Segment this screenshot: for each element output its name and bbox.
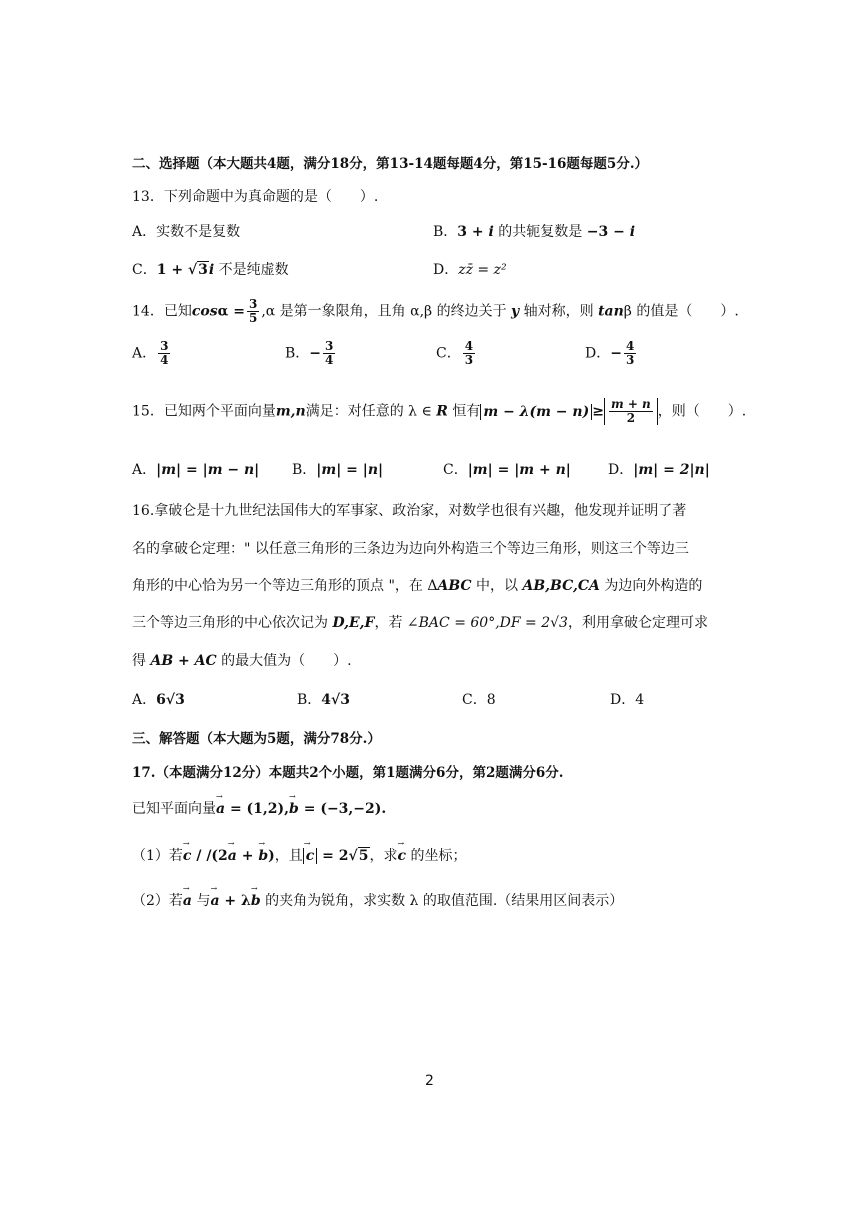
math: −3 − <box>586 224 630 240</box>
question-14-stem <box>132 298 739 325</box>
question-16-line-5: 得 AB + AC 的最大值为（ ）. <box>132 653 352 669</box>
stem-text: 15．已知两个平面向量 <box>132 403 276 420</box>
stem-text: β 的值是（ ）. <box>623 303 739 320</box>
q13-option-c <box>132 259 289 279</box>
q16-option-c <box>462 689 496 709</box>
abs-fraction <box>604 398 658 425</box>
q14-option-d <box>585 340 638 367</box>
option-label: C． <box>462 692 487 708</box>
option-label: A． <box>132 462 157 478</box>
section-heading: 三、解答题（本大题为5题，满分78分.） <box>132 731 381 747</box>
stem-text: 恒有 <box>447 403 481 420</box>
option-label: D． <box>585 345 611 362</box>
math: i <box>629 224 636 240</box>
section-heading: 二、选择题（本大题共4题，满分18分，第13-14题每题4分，第15-16题每题5分.） <box>132 156 649 172</box>
math: |m| = |m + n| <box>467 462 571 478</box>
question-17-heading: 17.（本题满分12分）本题共2个小题，第1题满分6分，第2题满分6分. <box>132 765 564 781</box>
option-label: D． <box>610 692 636 708</box>
option-text: 的共轭复数是 <box>493 224 587 240</box>
math: y <box>511 303 520 320</box>
stem-text: ，则（ ）. <box>657 403 747 420</box>
math: 6√3 <box>156 692 185 708</box>
q14-option-b <box>285 340 337 367</box>
stem-text: 轴对称，则 <box>519 303 599 320</box>
question-16-line-4: 三个等边三角形的中心依次记为 D,E,F，若 ∠BAC = 60°,DF = 2√3，利用拿破仑定理可求 <box>132 615 708 631</box>
math: R <box>436 403 448 420</box>
fraction: $\frac{3}{4}$ <box>325 339 334 368</box>
fraction: $\frac{3}{5}$ <box>248 297 258 326</box>
q13-option-b <box>433 221 635 241</box>
option-label: C． <box>443 462 468 478</box>
page-number: 2 <box>425 1073 434 1089</box>
fraction: $\frac{4}{3}$ <box>625 339 635 368</box>
math: zz̄ = z² <box>458 262 507 278</box>
option-label: B． <box>433 224 458 240</box>
question-17-given: 已知平面向量→ a = (1,2),→ b = (−3,−2). <box>132 798 386 818</box>
q13-option-a <box>132 221 240 241</box>
option-value: 4 <box>635 692 645 708</box>
stem-text: ,α 是第一象限角，且角 α,β 的终边关于 <box>261 303 512 320</box>
option-label: D． <box>433 262 459 278</box>
question-17-part-1: （1）若→ c / /(2→ a + → b)，且→ c = 2√5，求→ c 的坐标； <box>132 845 466 865</box>
q15-option-a <box>132 459 259 479</box>
math: tan <box>598 303 624 320</box>
question-13-stem: 13．下列命题中为真命题的是（ ）. <box>132 189 379 205</box>
math: |m| = 2|n| <box>633 462 710 478</box>
option-label: A． <box>132 692 157 708</box>
q15-option-d <box>608 459 710 479</box>
fraction: $\frac{3}{4}$ <box>160 339 169 368</box>
math: 1 + <box>156 262 188 278</box>
option-label: B． <box>292 462 317 478</box>
q16-option-b <box>297 689 350 709</box>
option-label: A． <box>132 345 157 362</box>
math: 3 + <box>457 224 489 240</box>
math: i <box>208 262 215 278</box>
math: − <box>309 345 322 362</box>
question-16-line-3: 角形的中心恰为另一个等边三角形的顶点 "，在 ΔABC 中，以 AB,BC,CA 为边向外构造的 <box>132 578 703 594</box>
q14-option-c <box>436 340 477 367</box>
option-label: B． <box>297 692 322 708</box>
math: 3 <box>198 262 208 278</box>
option-text: 不是纯虚数 <box>214 262 289 278</box>
q15-option-b <box>292 459 383 479</box>
math: cos <box>191 303 218 320</box>
option-label: C． <box>132 262 157 278</box>
option-label: C． <box>436 345 461 362</box>
question-16-line-2: 名的拿破仑定理：" 以任意三角形的三条边为边向外构造三个等边三角形，则这三个等边三 <box>132 541 689 557</box>
stem-text: 14．已知 <box>132 303 192 320</box>
math: α = <box>217 303 245 320</box>
math: ≥ <box>592 403 604 420</box>
math: i <box>488 224 494 240</box>
question-17-part-2: （2）若→ a 与→ a + λ→ b 的夹角为锐角，求实数 λ 的取值范围.（结果用区间表示） <box>132 890 623 910</box>
fraction: $\frac{m + n}{2}$ <box>610 397 651 426</box>
option-label: D． <box>608 462 634 478</box>
option-label: B． <box>285 345 310 362</box>
question-15-stem <box>132 398 746 425</box>
sqrt-sign: √ <box>187 262 198 278</box>
question-16-line-1: 16.拿破仑是十九世纪法国伟大的军事家、政治家，对数学也很有兴趣，他发现并证明了著 <box>132 503 687 519</box>
q16-option-d <box>610 689 644 709</box>
option-value: 8 <box>486 692 496 708</box>
q14-option-a <box>132 340 172 367</box>
q15-option-c <box>443 459 571 479</box>
option-text: 实数不是复数 <box>156 224 241 240</box>
q13-option-d <box>433 259 507 279</box>
option-label: A． <box>132 224 157 240</box>
math: m − λ(m − n) <box>480 404 592 420</box>
math: m,n <box>275 403 306 420</box>
math: − <box>610 345 622 362</box>
q16-option-a <box>132 689 185 709</box>
stem-text: 满足：对任意的 λ ∈ <box>305 403 437 420</box>
math: |m| = |m − n| <box>156 462 260 478</box>
math: |m| = |n| <box>316 462 384 478</box>
math: 4√3 <box>321 692 350 708</box>
fraction: $\frac{4}{3}$ <box>464 339 474 368</box>
